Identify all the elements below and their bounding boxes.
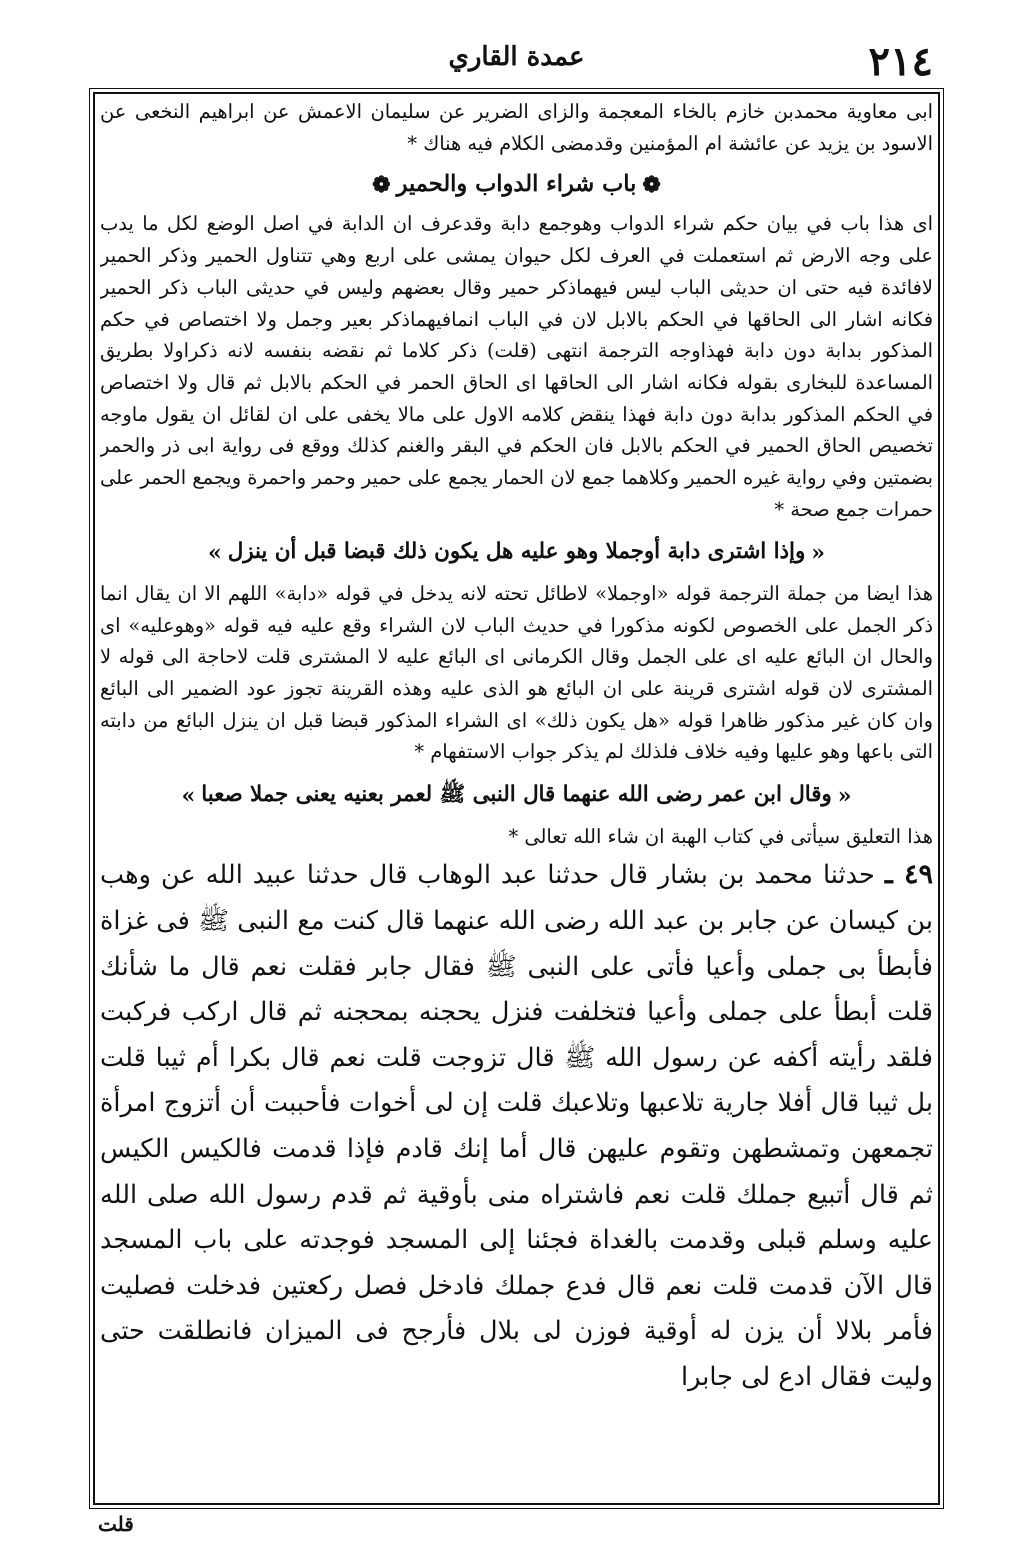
chapter-heading-text: باب شراء الدواب والحمير — [396, 171, 637, 198]
paragraph-note: هذا التعليق سيأتى في كتاب الهبة ان شاء الله تعالى * — [508, 824, 933, 848]
hadith-body: حدثنا محمد بن بشار قال حدثنا عبد الوهاب قال حدثنا عبيد الله عن وهب بن كيسان عن جابر بن عبد الله رضى الله عنهما قال كنت مع النبى ﷺ فى غزاة فأبطأ بى جملى وأعيا فأتى على النبى ﷺ فقال جابر فقلت نعم قال ما شأنك قلت أبطأ على جملى وأعيا فتخلفت فنزل يحجنه بمحجنه ثم قال اركب فركبت فلقد رأيته أكفه عن رسول الله ﷺ قال تزوجت قلت نعم قال بكرا أم ثيبا قلت بل ثيبا قال أفلا جارية تلاعبها وتلاعبك قلت إن لى أخوات فأحببت أن أتزوج امرأة تجمعهن وتمشطهن وتقوم عليهن قال أما إنك قادم فإذا قدمت فالكيس الكيس ثم قال أتبيع جملك قلت نعم فاشتراه منى بأوقية ثم قدم رسول الله صلى الله عليه وسلم قبلى وقدمت بالغداة فجئنا إلى المسجد فوجدته على باب المسجد قال الآن قدمت قلت نعم قال فدع جملك فادخل فصل ركعتين فدخلت فصليت فأمر بلالا أن يزن له أوقية فوزن لى بلال فأرجح فى الميزان فانطلقت حتى وليت فقال ادع لى جابرا — [100, 860, 933, 1392]
page-body — [100, 96, 933, 1500]
quoted-text-heading — [100, 772, 933, 819]
quoted-text: وإذا اشترى دابة أوجملا وهو عليه هل يكون ذلك قبضا قبل أن ينزل — [227, 539, 806, 565]
ornament-icon: « — [811, 539, 825, 566]
chapter-heading — [100, 163, 933, 206]
quoted-text-heading — [100, 529, 933, 576]
page-number: ٢١٤ — [868, 38, 933, 85]
paragraph-chain-of-narration: ابى معاوية محمدبن خازم بالخاء المعجمة والزاى الضرير عن سليمان الاعمش عن ابراهيم النخعى عن الاسود بن يزيد عن عائشة ام المؤمنين وقدمضى الكلام فيه هناك * — [100, 100, 933, 155]
paragraph-commentary: اى هذا باب في بيان حكم شراء الدواب وهوجمع دابة وقدعرف ان الدابة في اصل الوضع لكل ما يدب على وجه الارض ثم استعملت في العرف لكل حيوان يمشى على اربع وهي تتناول الحمير وذكر الحمير لافائدة فيه حتى ان حديثى الباب ليس فيهماذكر حمير وقال بعضهم وليس في حديثى الباب ذكر الحمير فكانه اشار الى الحاقها في الحكم بالابل لان في الباب انمافيهماذكر بعير وجمل ولا اختصاص في حكم المذكور بدابة دون دابة فهذاوجه الترجمة انتهى (قلت) ذكر كلاما ثم نقضه بنفسه لانه ذكراولا بطريق المساعدة للبخارى بقوله فكانه اشار الى الحاقها اى الحاق الحمر في الحكم بالابل ثم قال ولا اختصاص في الحكم المذكور بدابة دون دابة فهذا ينقض كلامه الاول على مالا يخفى على ان لقائل ان يقول ماوجه تخصيص الحاق الحمير في الحكم بالابل فان الحكم في البقر والغنم كذلك ووقع فى رواية ابى ذر والحمر بضمتين وفي رواية غيره الحمير وكلاهما جمع لان الحمار يجمع على حمير وحمر واحمرة ويجمع الحمر على حمرات جمع صحة * — [100, 212, 933, 521]
paragraph-commentary: هذا ايضا من جملة الترجمة قوله «اوجملا» لاطائل تحته لانه يدخل في قوله «دابة» اللهم الا ان يقال انما ذكر الجمل على الخصوص لكونه مذكورا في حديث الباب لان الشراء وقع عليه فيه قوله «وهوعليه» اى والحال ان البائع عليه اى على الجمل وقال الكرمانى اى البائع عليه لا المشترى قلت لاحاجة الى قوله لا المشترى لان قوله اشترى قرينة على ان البائع هو الذى عليه وهذه القرينة تجوز عود الضمير الى البائع وان كان غير مذكور ظاهرا قوله «هل يكون ذلك» اى الشراء المذكور قبضا قبل ان ينزل البائع من دابته التى باعها وهو عليها وفيه خلاف فلذلك لم يذكر جواب الاستفهام * — [100, 581, 933, 764]
quoted-text: وقال ابن عمر رضى الله عنهما قال النبى ﷺ لعمر بعنيه يعنى جملا صعبا — [201, 782, 832, 808]
ornament-icon: ❁ — [372, 172, 391, 199]
hadith-number: ٤٩ ـ — [884, 859, 933, 891]
catchword: قلت — [98, 1512, 134, 1536]
ornament-icon: ❁ — [642, 172, 661, 199]
ornament-icon: » — [208, 539, 222, 566]
running-title: عمدة القاري — [448, 42, 585, 72]
page-header — [96, 34, 937, 90]
ornament-icon: » — [181, 782, 196, 809]
ornament-icon: « — [837, 782, 852, 809]
hadith-text — [100, 852, 933, 1400]
